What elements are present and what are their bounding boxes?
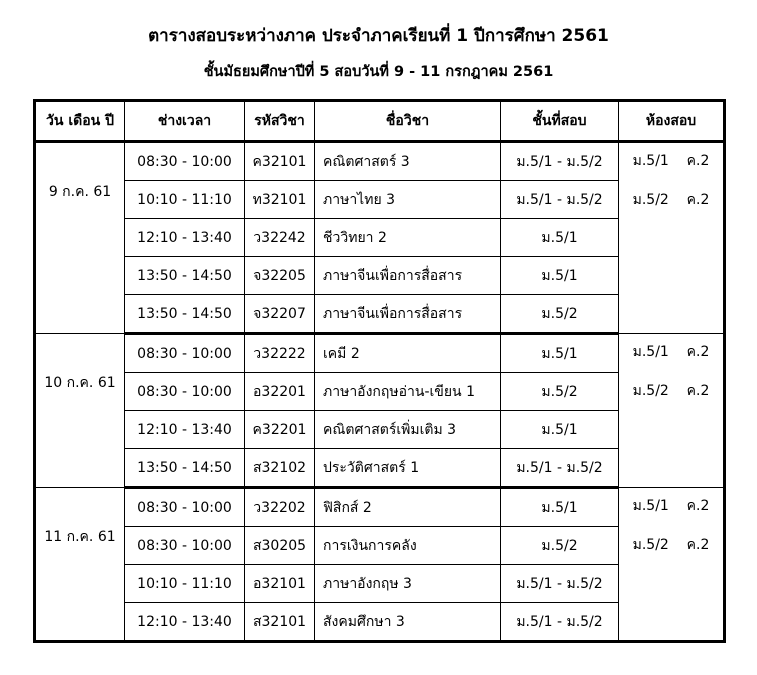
cell-class: ม.5/2 [501,373,619,411]
cell-subject: ภาษาจีนเพื่อการสื่อสาร [315,257,501,295]
cell-class: ม.5/1 - ม.5/2 [501,142,619,181]
room-entry: ม.5/1 ค.2 [632,344,710,360]
cell-class: ม.5/1 [501,219,619,257]
cell-time: 12:10 - 13:40 [125,219,245,257]
cell-time: 13:50 - 14:50 [125,449,245,488]
cell-time: 08:30 - 10:00 [125,334,245,373]
room-entry: ม.5/2 ค.2 [632,192,710,208]
room-entry: ม.5/2 ค.2 [632,383,710,399]
header-subject: ชื่อวิชา [315,101,501,142]
cell-class: ม.5/2 [501,295,619,334]
header-code: รหัสวิชา [245,101,315,142]
cell-class: ม.5/1 [501,488,619,527]
cell-subject: ประวัติศาสตร์ 1 [315,449,501,488]
exam-schedule-table [33,99,726,643]
cell-room [619,142,725,334]
cell-code: ค32101 [245,142,315,181]
cell-class: ม.5/1 [501,334,619,373]
cell-subject: ภาษาอังกฤษอ่าน-เขียน 1 [315,373,501,411]
cell-code: ส30205 [245,527,315,565]
cell-time: 10:10 - 11:10 [125,181,245,219]
header-class: ชั้นที่สอบ [501,101,619,142]
cell-subject: ภาษาอังกฤษ 3 [315,565,501,603]
cell-date: 10 ก.ค. 61 [35,334,125,488]
room-entry: ม.5/1 ค.2 [632,498,710,514]
cell-time: 12:10 - 13:40 [125,411,245,449]
cell-subject: ภาษาไทย 3 [315,181,501,219]
cell-code: ส32101 [245,603,315,642]
cell-class: ม.5/1 - ม.5/2 [501,449,619,488]
header-date: วัน เดือน ปี [35,101,125,142]
cell-subject: เคมี 2 [315,334,501,373]
cell-time: 12:10 - 13:40 [125,603,245,642]
cell-class: ม.5/1 [501,257,619,295]
room-entry: ม.5/1 ค.2 [632,153,710,169]
cell-class: ม.5/1 - ม.5/2 [501,565,619,603]
page-title: ตารางสอบระหว่างภาค ประจำภาคเรียนที่ 1 ปีการศึกษา 2561 [148,26,609,46]
cell-subject: คณิตศาสตร์ 3 [315,142,501,181]
cell-class: ม.5/1 - ม.5/2 [501,181,619,219]
cell-time: 10:10 - 11:10 [125,565,245,603]
table-row [35,334,725,373]
cell-date: 9 ก.ค. 61 [35,142,125,334]
cell-code: จ32205 [245,257,315,295]
header-room: ห้องสอบ [619,101,725,142]
cell-time: 08:30 - 10:00 [125,142,245,181]
cell-code: ว32242 [245,219,315,257]
cell-subject: ฟิสิกส์ 2 [315,488,501,527]
cell-code: ส32102 [245,449,315,488]
cell-time: 08:30 - 10:00 [125,527,245,565]
cell-time: 13:50 - 14:50 [125,295,245,334]
cell-room [619,488,725,642]
cell-subject: คณิตศาสตร์เพิ่มเติม 3 [315,411,501,449]
cell-room [619,334,725,488]
table-row [35,142,725,181]
room-entry: ม.5/2 ค.2 [632,537,710,553]
cell-subject: ชีววิทยา 2 [315,219,501,257]
cell-code: ว32222 [245,334,315,373]
cell-class: ม.5/1 [501,411,619,449]
cell-subject: ภาษาจีนเพื่อการสื่อสาร [315,295,501,334]
cell-code: ท32101 [245,181,315,219]
header-time: ช่างเวลา [125,101,245,142]
cell-code: อ32101 [245,565,315,603]
table-body [35,142,725,642]
table-header-row [35,101,725,142]
cell-code: อ32201 [245,373,315,411]
page-subtitle: ชั้นมัธยมศึกษาปีที่ 5 สอบวันที่ 9 - 11 กรกฎาคม 2561 [203,64,554,80]
cell-class: ม.5/1 - ม.5/2 [501,603,619,642]
cell-date: 11 ก.ค. 61 [35,488,125,642]
cell-subject: การเงินการคลัง [315,527,501,565]
cell-time: 08:30 - 10:00 [125,373,245,411]
cell-time: 08:30 - 10:00 [125,488,245,527]
cell-code: ว32202 [245,488,315,527]
cell-time: 13:50 - 14:50 [125,257,245,295]
cell-subject: สังคมศึกษา 3 [315,603,501,642]
table-row [35,488,725,527]
cell-code: ค32201 [245,411,315,449]
cell-class: ม.5/2 [501,527,619,565]
cell-code: จ32207 [245,295,315,334]
